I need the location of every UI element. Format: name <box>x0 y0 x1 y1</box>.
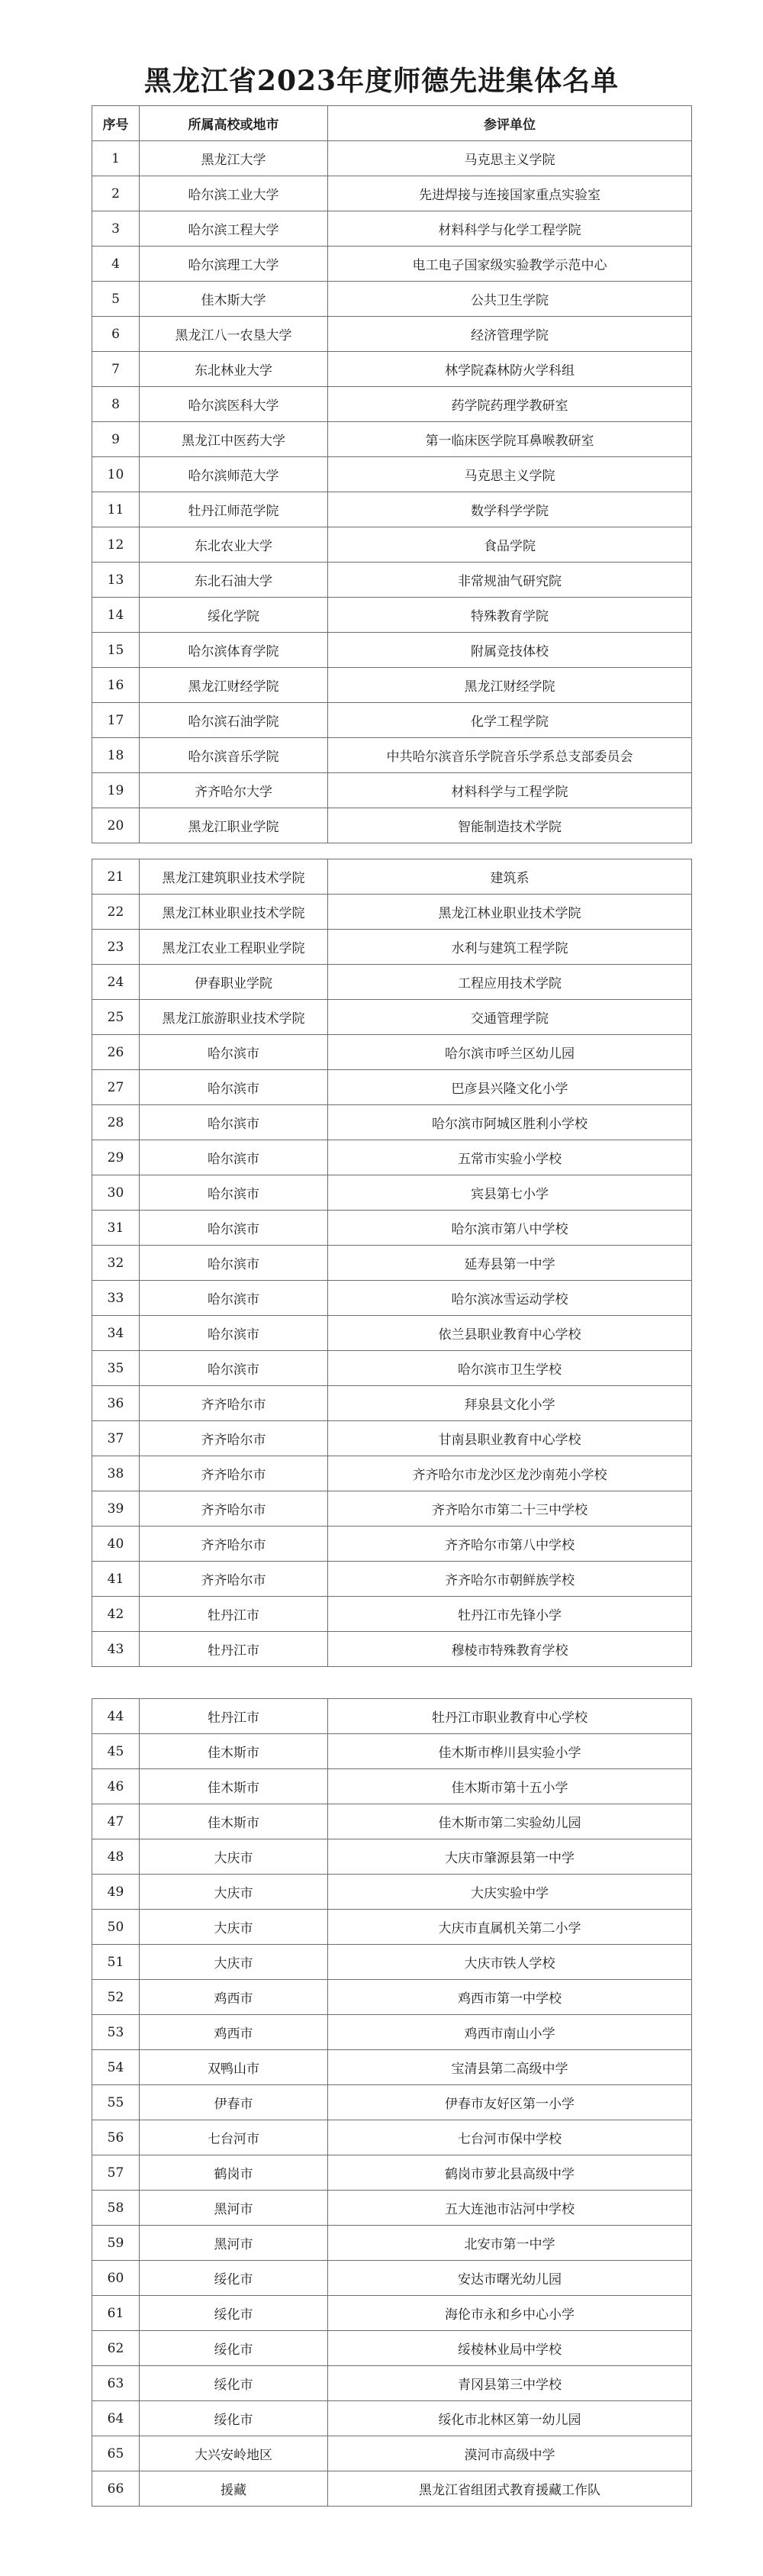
cell-index: 23 <box>92 930 140 965</box>
cell-unit: 经济管理学院 <box>328 317 692 352</box>
cell-unit: 鸡西市第一中学校 <box>328 1980 692 2015</box>
cell-index: 66 <box>92 2471 140 2507</box>
cell-index: 26 <box>92 1035 140 1070</box>
table-row <box>92 141 692 176</box>
cell-affiliation: 鸡西市 <box>140 1980 328 2015</box>
table-row <box>92 1175 692 1211</box>
cell-affiliation: 佳木斯市 <box>140 1769 328 1804</box>
table-row <box>92 352 692 387</box>
cell-index: 32 <box>92 1246 140 1281</box>
cell-unit: 林学院森林防火学科组 <box>328 352 692 387</box>
cell-affiliation: 齐齐哈尔市 <box>140 1386 328 1421</box>
table-row <box>92 176 692 211</box>
table-section-3 <box>92 1698 692 2507</box>
cell-affiliation: 大兴安岭地区 <box>140 2436 328 2471</box>
cell-affiliation: 黑龙江旅游职业技术学院 <box>140 1000 328 1035</box>
page-title: 黑龙江省2023年度师德先进集体名单 <box>143 65 620 97</box>
cell-index: 30 <box>92 1175 140 1211</box>
table-row <box>92 1421 692 1456</box>
cell-unit: 第一临床医学院耳鼻喉教研室 <box>328 422 692 457</box>
cell-affiliation: 黑龙江八一农垦大学 <box>140 317 328 352</box>
cell-affiliation: 哈尔滨市 <box>140 1140 328 1175</box>
table-row <box>92 1281 692 1316</box>
cell-affiliation: 黑河市 <box>140 2226 328 2261</box>
header-affiliation: 所属高校或地市 <box>140 106 328 141</box>
cell-unit: 哈尔滨市卫生学校 <box>328 1351 692 1386</box>
cell-index: 56 <box>92 2120 140 2155</box>
table-row <box>92 2471 692 2507</box>
cell-unit: 哈尔滨市第八中学校 <box>328 1211 692 1246</box>
table-row <box>92 965 692 1000</box>
cell-affiliation: 黑龙江财经学院 <box>140 668 328 703</box>
cell-index: 53 <box>92 2015 140 2050</box>
cell-affiliation: 哈尔滨体育学院 <box>140 633 328 668</box>
cell-unit: 鹤岗市萝北县高级中学 <box>328 2155 692 2191</box>
table-row <box>92 1140 692 1175</box>
cell-unit: 特殊教育学院 <box>328 598 692 633</box>
table-row <box>92 859 692 895</box>
cell-unit: 五常市实验小学校 <box>328 1140 692 1175</box>
table-row <box>92 1734 692 1769</box>
cell-index: 21 <box>92 859 140 895</box>
cell-unit: 宝清县第二高级中学 <box>328 2050 692 2085</box>
cell-index: 34 <box>92 1316 140 1351</box>
cell-affiliation: 黑龙江农业工程职业学院 <box>140 930 328 965</box>
table-row <box>92 1456 692 1491</box>
cell-unit: 青冈县第三中学校 <box>328 2366 692 2401</box>
table-row <box>92 2261 692 2296</box>
cell-affiliation: 齐齐哈尔市 <box>140 1491 328 1527</box>
table-row <box>92 387 692 422</box>
cell-index: 7 <box>92 352 140 387</box>
table-row <box>92 930 692 965</box>
cell-index: 13 <box>92 563 140 598</box>
cell-index: 43 <box>92 1632 140 1667</box>
cell-affiliation: 哈尔滨市 <box>140 1211 328 1246</box>
cell-unit: 哈尔滨市呼兰区幼儿园 <box>328 1035 692 1070</box>
cell-unit: 交通管理学院 <box>328 1000 692 1035</box>
table-row <box>92 282 692 317</box>
cell-affiliation: 牡丹江市 <box>140 1699 328 1734</box>
cell-unit: 大庆市铁人学校 <box>328 1945 692 1980</box>
cell-unit: 黑龙江省组团式教育援藏工作队 <box>328 2471 692 2507</box>
cell-unit: 大庆市直属机关第二小学 <box>328 1910 692 1945</box>
cell-affiliation: 哈尔滨音乐学院 <box>140 738 328 773</box>
table-section-1 <box>92 105 692 843</box>
cell-unit: 黑龙江林业职业技术学院 <box>328 895 692 930</box>
cell-index: 22 <box>92 895 140 930</box>
table-row <box>92 1632 692 1667</box>
cell-affiliation: 绥化市 <box>140 2296 328 2331</box>
cell-index: 45 <box>92 1734 140 1769</box>
cell-index: 55 <box>92 2085 140 2120</box>
cell-unit: 伊春市友好区第一小学 <box>328 2085 692 2120</box>
table-row <box>92 2155 692 2191</box>
cell-index: 60 <box>92 2261 140 2296</box>
cell-affiliation: 绥化市 <box>140 2401 328 2436</box>
cell-affiliation: 黑龙江中医药大学 <box>140 422 328 457</box>
cell-unit: 工程应用技术学院 <box>328 965 692 1000</box>
cell-index: 57 <box>92 2155 140 2191</box>
cell-index: 25 <box>92 1000 140 1035</box>
cell-index: 50 <box>92 1910 140 1945</box>
cell-affiliation: 齐齐哈尔市 <box>140 1562 328 1597</box>
cell-index: 1 <box>92 141 140 176</box>
cell-unit: 拜泉县文化小学 <box>328 1386 692 1421</box>
cell-affiliation: 哈尔滨市 <box>140 1105 328 1140</box>
cell-index: 18 <box>92 738 140 773</box>
cell-unit: 黑龙江财经学院 <box>328 668 692 703</box>
cell-index: 14 <box>92 598 140 633</box>
table-row <box>92 1945 692 1980</box>
cell-affiliation: 牡丹江师范学院 <box>140 492 328 527</box>
table-row <box>92 1527 692 1562</box>
cell-unit: 佳木斯市第二实验幼儿园 <box>328 1804 692 1839</box>
cell-affiliation: 援藏 <box>140 2471 328 2507</box>
cell-unit: 先进焊接与连接国家重点实验室 <box>328 176 692 211</box>
table-row <box>92 492 692 527</box>
cell-unit: 数学科学学院 <box>328 492 692 527</box>
cell-index: 24 <box>92 965 140 1000</box>
table-row <box>92 2015 692 2050</box>
cell-index: 16 <box>92 668 140 703</box>
table-row <box>92 738 692 773</box>
cell-index: 27 <box>92 1070 140 1105</box>
cell-index: 9 <box>92 422 140 457</box>
cell-index: 35 <box>92 1351 140 1386</box>
cell-affiliation: 伊春市 <box>140 2085 328 2120</box>
table-row <box>92 1316 692 1351</box>
cell-affiliation: 绥化学院 <box>140 598 328 633</box>
header-unit: 参评单位 <box>328 106 692 141</box>
table-row <box>92 527 692 563</box>
cell-index: 51 <box>92 1945 140 1980</box>
cell-index: 29 <box>92 1140 140 1175</box>
cell-index: 12 <box>92 527 140 563</box>
cell-index: 37 <box>92 1421 140 1456</box>
cell-affiliation: 哈尔滨师范大学 <box>140 457 328 492</box>
cell-index: 47 <box>92 1804 140 1839</box>
cell-unit: 佳木斯市桦川县实验小学 <box>328 1734 692 1769</box>
cell-affiliation: 大庆市 <box>140 1945 328 1980</box>
cell-affiliation: 东北石油大学 <box>140 563 328 598</box>
cell-affiliation: 哈尔滨市 <box>140 1246 328 1281</box>
cell-affiliation: 绥化市 <box>140 2331 328 2366</box>
cell-index: 33 <box>92 1281 140 1316</box>
table-row <box>92 668 692 703</box>
cell-affiliation: 七台河市 <box>140 2120 328 2155</box>
cell-unit: 佳木斯市第十五小学 <box>328 1769 692 1804</box>
cell-index: 48 <box>92 1839 140 1875</box>
cell-unit: 材料科学与工程学院 <box>328 773 692 808</box>
cell-affiliation: 佳木斯市 <box>140 1804 328 1839</box>
cell-index: 44 <box>92 1699 140 1734</box>
cell-affiliation: 绥化市 <box>140 2261 328 2296</box>
cell-index: 15 <box>92 633 140 668</box>
cell-affiliation: 佳木斯市 <box>140 1734 328 1769</box>
table-row <box>92 2226 692 2261</box>
table-row <box>92 895 692 930</box>
cell-affiliation: 齐齐哈尔市 <box>140 1421 328 1456</box>
cell-unit: 鸡西市南山小学 <box>328 2015 692 2050</box>
table-row <box>92 1839 692 1875</box>
table-row <box>92 1105 692 1140</box>
cell-unit: 大庆市肇源县第一中学 <box>328 1839 692 1875</box>
cell-unit: 食品学院 <box>328 527 692 563</box>
cell-index: 31 <box>92 1211 140 1246</box>
cell-unit: 哈尔滨市阿城区胜利小学校 <box>328 1105 692 1140</box>
table-row <box>92 1491 692 1527</box>
table-row <box>92 2401 692 2436</box>
table-row <box>92 2050 692 2085</box>
cell-unit: 材料科学与化学工程学院 <box>328 211 692 247</box>
table-row <box>92 211 692 247</box>
cell-index: 64 <box>92 2401 140 2436</box>
cell-unit: 甘南县职业教育中心学校 <box>328 1421 692 1456</box>
table-row <box>92 1769 692 1804</box>
table-row <box>92 247 692 282</box>
table-row <box>92 1035 692 1070</box>
cell-affiliation: 哈尔滨市 <box>140 1070 328 1105</box>
cell-index: 59 <box>92 2226 140 2261</box>
cell-affiliation: 鹤岗市 <box>140 2155 328 2191</box>
cell-affiliation: 哈尔滨市 <box>140 1351 328 1386</box>
cell-index: 52 <box>92 1980 140 2015</box>
cell-affiliation: 黑河市 <box>140 2191 328 2226</box>
cell-unit: 建筑系 <box>328 859 692 895</box>
cell-unit: 穆棱市特殊教育学校 <box>328 1632 692 1667</box>
cell-index: 10 <box>92 457 140 492</box>
cell-unit: 绥化市北林区第一幼儿园 <box>328 2401 692 2436</box>
cell-unit: 齐齐哈尔市龙沙区龙沙南苑小学校 <box>328 1456 692 1491</box>
cell-unit: 哈尔滨冰雪运动学校 <box>328 1281 692 1316</box>
cell-affiliation: 大庆市 <box>140 1839 328 1875</box>
cell-unit: 安达市曙光幼儿园 <box>328 2261 692 2296</box>
cell-index: 39 <box>92 1491 140 1527</box>
cell-unit: 化学工程学院 <box>328 703 692 738</box>
cell-affiliation: 哈尔滨市 <box>140 1281 328 1316</box>
cell-unit: 七台河市保中学校 <box>328 2120 692 2155</box>
cell-affiliation: 哈尔滨医科大学 <box>140 387 328 422</box>
table-row <box>92 2296 692 2331</box>
cell-affiliation: 哈尔滨工业大学 <box>140 176 328 211</box>
cell-index: 3 <box>92 211 140 247</box>
cell-affiliation: 哈尔滨市 <box>140 1175 328 1211</box>
cell-index: 2 <box>92 176 140 211</box>
table-row <box>92 2191 692 2226</box>
cell-affiliation: 哈尔滨工程大学 <box>140 211 328 247</box>
cell-affiliation: 鸡西市 <box>140 2015 328 2050</box>
cell-unit: 非常规油气研究院 <box>328 563 692 598</box>
table-row <box>92 1699 692 1734</box>
cell-unit: 绥棱林业局中学校 <box>328 2331 692 2366</box>
table-row <box>92 2331 692 2366</box>
cell-affiliation: 牡丹江市 <box>140 1597 328 1632</box>
cell-index: 20 <box>92 808 140 843</box>
cell-unit: 中共哈尔滨音乐学院音乐学系总支部委员会 <box>328 738 692 773</box>
cell-unit: 北安市第一中学 <box>328 2226 692 2261</box>
cell-index: 65 <box>92 2436 140 2471</box>
cell-index: 63 <box>92 2366 140 2401</box>
cell-affiliation: 哈尔滨市 <box>140 1316 328 1351</box>
cell-unit: 齐齐哈尔市朝鲜族学校 <box>328 1562 692 1597</box>
table-row <box>92 457 692 492</box>
cell-unit: 齐齐哈尔市第二十三中学校 <box>328 1491 692 1527</box>
cell-unit: 马克思主义学院 <box>328 141 692 176</box>
table-row <box>92 1386 692 1421</box>
cell-affiliation: 佳木斯大学 <box>140 282 328 317</box>
cell-index: 4 <box>92 247 140 282</box>
cell-unit: 马克思主义学院 <box>328 457 692 492</box>
cell-index: 46 <box>92 1769 140 1804</box>
cell-unit: 牡丹江市先锋小学 <box>328 1597 692 1632</box>
cell-affiliation: 双鸭山市 <box>140 2050 328 2085</box>
cell-affiliation: 黑龙江建筑职业技术学院 <box>140 859 328 895</box>
cell-affiliation: 黑龙江林业职业技术学院 <box>140 895 328 930</box>
cell-unit: 齐齐哈尔市第八中学校 <box>328 1527 692 1562</box>
cell-index: 58 <box>92 2191 140 2226</box>
cell-index: 49 <box>92 1875 140 1910</box>
cell-affiliation: 伊春职业学院 <box>140 965 328 1000</box>
cell-affiliation: 黑龙江职业学院 <box>140 808 328 843</box>
cell-index: 36 <box>92 1386 140 1421</box>
cell-index: 19 <box>92 773 140 808</box>
cell-unit: 电工电子国家级实验教学示范中心 <box>328 247 692 282</box>
table-row <box>92 1597 692 1632</box>
table-row <box>92 2085 692 2120</box>
header-index: 序号 <box>92 106 140 141</box>
cell-affiliation: 东北农业大学 <box>140 527 328 563</box>
cell-affiliation: 牡丹江市 <box>140 1632 328 1667</box>
cell-index: 40 <box>92 1527 140 1562</box>
cell-unit: 牡丹江市职业教育中心学校 <box>328 1699 692 1734</box>
cell-unit: 五大连池市沾河中学校 <box>328 2191 692 2226</box>
cell-index: 8 <box>92 387 140 422</box>
cell-affiliation: 大庆市 <box>140 1910 328 1945</box>
table-row <box>92 773 692 808</box>
cell-affiliation: 大庆市 <box>140 1875 328 1910</box>
cell-unit: 宾县第七小学 <box>328 1175 692 1211</box>
table-section-2 <box>92 859 692 1667</box>
table-row <box>92 1980 692 2015</box>
cell-unit: 公共卫生学院 <box>328 282 692 317</box>
cell-affiliation: 齐齐哈尔大学 <box>140 773 328 808</box>
cell-unit: 水利与建筑工程学院 <box>328 930 692 965</box>
cell-index: 38 <box>92 1456 140 1491</box>
table-row <box>92 422 692 457</box>
cell-affiliation: 黑龙江大学 <box>140 141 328 176</box>
cell-index: 54 <box>92 2050 140 2085</box>
cell-index: 5 <box>92 282 140 317</box>
table-row <box>92 1351 692 1386</box>
cell-affiliation: 哈尔滨市 <box>140 1035 328 1070</box>
table-row <box>92 1070 692 1105</box>
table-row <box>92 1211 692 1246</box>
table-row <box>92 1562 692 1597</box>
cell-affiliation: 齐齐哈尔市 <box>140 1527 328 1562</box>
table-row <box>92 703 692 738</box>
cell-affiliation: 哈尔滨理工大学 <box>140 247 328 282</box>
table-row <box>92 2366 692 2401</box>
cell-affiliation: 齐齐哈尔市 <box>140 1456 328 1491</box>
cell-index: 17 <box>92 703 140 738</box>
cell-index: 6 <box>92 317 140 352</box>
table-row <box>92 1000 692 1035</box>
table-row <box>92 808 692 843</box>
cell-index: 41 <box>92 1562 140 1597</box>
table-row <box>92 2436 692 2471</box>
cell-index: 42 <box>92 1597 140 1632</box>
cell-affiliation: 绥化市 <box>140 2366 328 2401</box>
cell-affiliation: 东北林业大学 <box>140 352 328 387</box>
cell-index: 11 <box>92 492 140 527</box>
cell-unit: 智能制造技术学院 <box>328 808 692 843</box>
table-row <box>92 563 692 598</box>
table-header-row <box>92 106 692 141</box>
cell-unit: 药学院药理学教研室 <box>328 387 692 422</box>
table-row <box>92 317 692 352</box>
table-row <box>92 1804 692 1839</box>
cell-index: 62 <box>92 2331 140 2366</box>
table-row <box>92 2120 692 2155</box>
table-row <box>92 1875 692 1910</box>
table-row <box>92 633 692 668</box>
cell-unit: 依兰县职业教育中心学校 <box>328 1316 692 1351</box>
cell-unit: 巴彦县兴隆文化小学 <box>328 1070 692 1105</box>
table-row <box>92 598 692 633</box>
cell-unit: 海伦市永和乡中心小学 <box>328 2296 692 2331</box>
cell-unit: 附属竞技体校 <box>328 633 692 668</box>
cell-unit: 漠河市高级中学 <box>328 2436 692 2471</box>
cell-index: 28 <box>92 1105 140 1140</box>
table-row <box>92 1246 692 1281</box>
cell-index: 61 <box>92 2296 140 2331</box>
table-row <box>92 1910 692 1945</box>
cell-affiliation: 哈尔滨石油学院 <box>140 703 328 738</box>
cell-unit: 大庆实验中学 <box>328 1875 692 1910</box>
cell-unit: 延寿县第一中学 <box>328 1246 692 1281</box>
